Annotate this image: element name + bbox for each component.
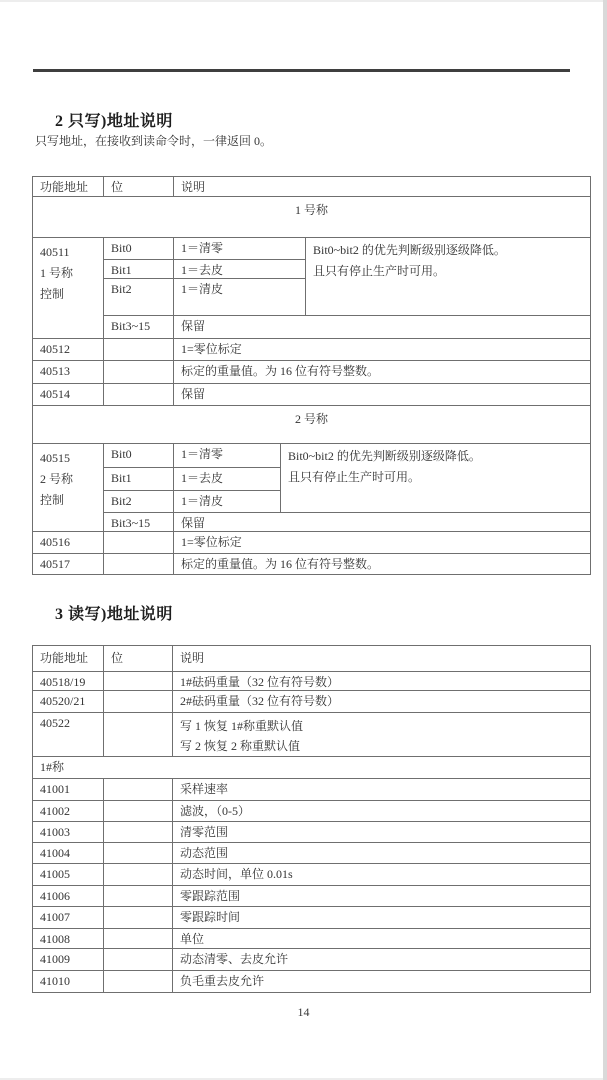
address-value: 40511 bbox=[40, 245, 70, 259]
group-title-scale2: 2 号称 bbox=[33, 406, 591, 444]
cell-address: 41001 bbox=[33, 779, 104, 801]
cell-address: 40516 bbox=[33, 532, 104, 554]
table-row bbox=[33, 971, 591, 993]
cell-address: 41006 bbox=[33, 886, 104, 907]
cell-address-block bbox=[33, 444, 104, 532]
cell-desc-multiline bbox=[173, 713, 591, 757]
table-row bbox=[33, 384, 591, 406]
header-cell-description: 说明 bbox=[174, 177, 591, 197]
header-cell-address: 功能地址 bbox=[33, 646, 104, 672]
cell-address: 40512 bbox=[33, 339, 104, 361]
header-cell-bit: 位 bbox=[104, 646, 173, 672]
cell-bit: Bit1 bbox=[104, 260, 174, 279]
header-cell-address: 功能地址 bbox=[33, 177, 104, 197]
section-heading-write-only: 2 只写)地址说明 bbox=[55, 113, 173, 130]
desc-line1: 写 1 恢复 1#称重默认值 bbox=[180, 719, 304, 733]
table-row bbox=[33, 339, 591, 361]
write-only-address-table bbox=[32, 176, 591, 575]
cell-bit-empty bbox=[104, 532, 174, 554]
table-row bbox=[33, 316, 591, 339]
cell-bit-empty bbox=[104, 554, 174, 575]
cell-desc: 1=零位标定 bbox=[174, 339, 591, 361]
cell-desc: 清零范围 bbox=[173, 822, 591, 843]
cell-address: 40513 bbox=[33, 361, 104, 384]
cell-desc: 1＝去皮 bbox=[174, 468, 281, 491]
table-header-row bbox=[33, 646, 591, 672]
address-value: 40515 bbox=[40, 451, 70, 465]
cell-address: 41004 bbox=[33, 843, 104, 864]
table-row bbox=[33, 444, 591, 468]
cell-address: 40522 bbox=[33, 713, 104, 757]
cell-address: 41010 bbox=[33, 971, 104, 993]
cell-note bbox=[306, 238, 591, 316]
header-cell-description: 说明 bbox=[173, 646, 591, 672]
table-row bbox=[33, 949, 591, 971]
group-title-row bbox=[33, 406, 591, 444]
address-label-line2: 控制 bbox=[40, 493, 65, 507]
cell-address: 40518/19 bbox=[33, 672, 104, 691]
cell-desc: 零跟踪范围 bbox=[173, 886, 591, 907]
cell-address: 40520/21 bbox=[33, 691, 104, 713]
group-title-row bbox=[33, 757, 591, 779]
cell-bit: Bit3~15 bbox=[104, 316, 174, 339]
cell-address: 41003 bbox=[33, 822, 104, 843]
cell-bit-empty bbox=[104, 339, 174, 361]
table-row bbox=[33, 822, 591, 843]
group-title-row bbox=[33, 197, 591, 238]
header-rule bbox=[33, 69, 570, 72]
cell-address-block bbox=[33, 238, 104, 339]
address-label-line2: 控制 bbox=[40, 287, 65, 301]
table-row bbox=[33, 929, 591, 949]
cell-desc: 零跟踪时间 bbox=[173, 907, 591, 929]
page-number: 14 bbox=[297, 1005, 310, 1019]
cell-bit-empty bbox=[104, 779, 173, 801]
cell-desc: 标定的重量值。为 16 位有符号整数。 bbox=[174, 554, 591, 575]
cell-bit-empty bbox=[104, 691, 173, 713]
cell-bit: Bit2 bbox=[104, 491, 174, 513]
table-row bbox=[33, 713, 591, 757]
note-line1: Bit0~bit2 的优先判断级别逐级降低。 bbox=[288, 449, 481, 463]
cell-bit-empty bbox=[104, 971, 173, 993]
cell-desc: 标定的重量值。为 16 位有符号整数。 bbox=[174, 361, 591, 384]
table-row bbox=[33, 361, 591, 384]
cell-desc: 1＝清零 bbox=[174, 238, 306, 260]
table-row bbox=[33, 886, 591, 907]
desc-line2: 写 2 恢复 2 称重默认值 bbox=[180, 739, 301, 753]
cell-desc: 动态清零、去皮允许 bbox=[173, 949, 591, 971]
page-edge-right bbox=[603, 0, 607, 1080]
cell-bit-empty bbox=[104, 672, 173, 691]
header-cell-bit: 位 bbox=[104, 177, 174, 197]
group-title-scale1: 1 号称 bbox=[33, 197, 591, 238]
cell-bit-empty bbox=[104, 384, 174, 406]
cell-bit-empty bbox=[104, 822, 173, 843]
address-label-line1: 1 号称 bbox=[40, 266, 74, 280]
cell-bit: Bit1 bbox=[104, 468, 174, 491]
cell-address: 41002 bbox=[33, 801, 104, 822]
cell-bit-empty bbox=[104, 929, 173, 949]
cell-desc: 单位 bbox=[173, 929, 591, 949]
cell-bit: Bit0 bbox=[104, 238, 174, 260]
cell-desc: 滤波，（0-5） bbox=[173, 801, 591, 822]
cell-desc: 1＝清皮 bbox=[174, 279, 306, 316]
table-row bbox=[33, 532, 591, 554]
table-row bbox=[33, 672, 591, 691]
cell-desc: 动态范围 bbox=[173, 843, 591, 864]
note-line2: 且只有停止生产时可用。 bbox=[288, 470, 421, 484]
cell-address: 40517 bbox=[33, 554, 104, 575]
cell-desc: 采样速率 bbox=[173, 779, 591, 801]
cell-desc: 1#砝码重量（32 位有符号数） bbox=[173, 672, 591, 691]
cell-bit-empty bbox=[104, 949, 173, 971]
cell-desc: 1＝清皮 bbox=[174, 491, 281, 513]
cell-desc: 动态时间，单位 0.01s bbox=[173, 864, 591, 886]
cell-bit-empty bbox=[104, 361, 174, 384]
page-edge-top bbox=[0, 0, 607, 2]
table-row bbox=[33, 513, 591, 532]
cell-desc: 保留 bbox=[174, 316, 591, 339]
cell-bit-empty bbox=[104, 843, 173, 864]
cell-desc: 2#砝码重量（32 位有符号数） bbox=[173, 691, 591, 713]
table-row bbox=[33, 238, 591, 260]
cell-address: 41005 bbox=[33, 864, 104, 886]
cell-desc: 保留 bbox=[174, 513, 591, 532]
read-write-address-table bbox=[32, 645, 591, 993]
cell-address: 41008 bbox=[33, 929, 104, 949]
table-row bbox=[33, 554, 591, 575]
table-row bbox=[33, 801, 591, 822]
cell-bit-empty bbox=[104, 801, 173, 822]
cell-bit-empty bbox=[104, 864, 173, 886]
note-line2: 且只有停止生产时可用。 bbox=[313, 264, 446, 278]
cell-desc: 保留 bbox=[174, 384, 591, 406]
cell-desc: 1＝清零 bbox=[174, 444, 281, 468]
cell-bit: Bit2 bbox=[104, 279, 174, 316]
cell-address: 40514 bbox=[33, 384, 104, 406]
table-row bbox=[33, 691, 591, 713]
cell-desc: 1=零位标定 bbox=[174, 532, 591, 554]
cell-address: 41007 bbox=[33, 907, 104, 929]
cell-desc: 负毛重去皮允许 bbox=[173, 971, 591, 993]
cell-address: 41009 bbox=[33, 949, 104, 971]
cell-bit-empty bbox=[104, 886, 173, 907]
address-label-line1: 2 号称 bbox=[40, 472, 74, 486]
cell-bit: Bit3~15 bbox=[104, 513, 174, 532]
cell-bit-empty bbox=[104, 907, 173, 929]
cell-bit: Bit0 bbox=[104, 444, 174, 468]
cell-desc: 1＝去皮 bbox=[174, 260, 306, 279]
cell-note bbox=[281, 444, 591, 513]
table-row bbox=[33, 907, 591, 929]
table-row bbox=[33, 864, 591, 886]
group-title-scale1: 1#称 bbox=[33, 757, 591, 779]
section-heading-read-write: 3 读写)地址说明 bbox=[55, 606, 173, 623]
table-row bbox=[33, 779, 591, 801]
note-line1: Bit0~bit2 的优先判断级别逐级降低。 bbox=[313, 243, 506, 257]
table-header-row bbox=[33, 177, 591, 197]
cell-bit-empty bbox=[104, 713, 173, 757]
write-only-intro: 只写地址，在接收到读命令时，一律返回 0。 bbox=[35, 134, 273, 148]
table-row bbox=[33, 843, 591, 864]
